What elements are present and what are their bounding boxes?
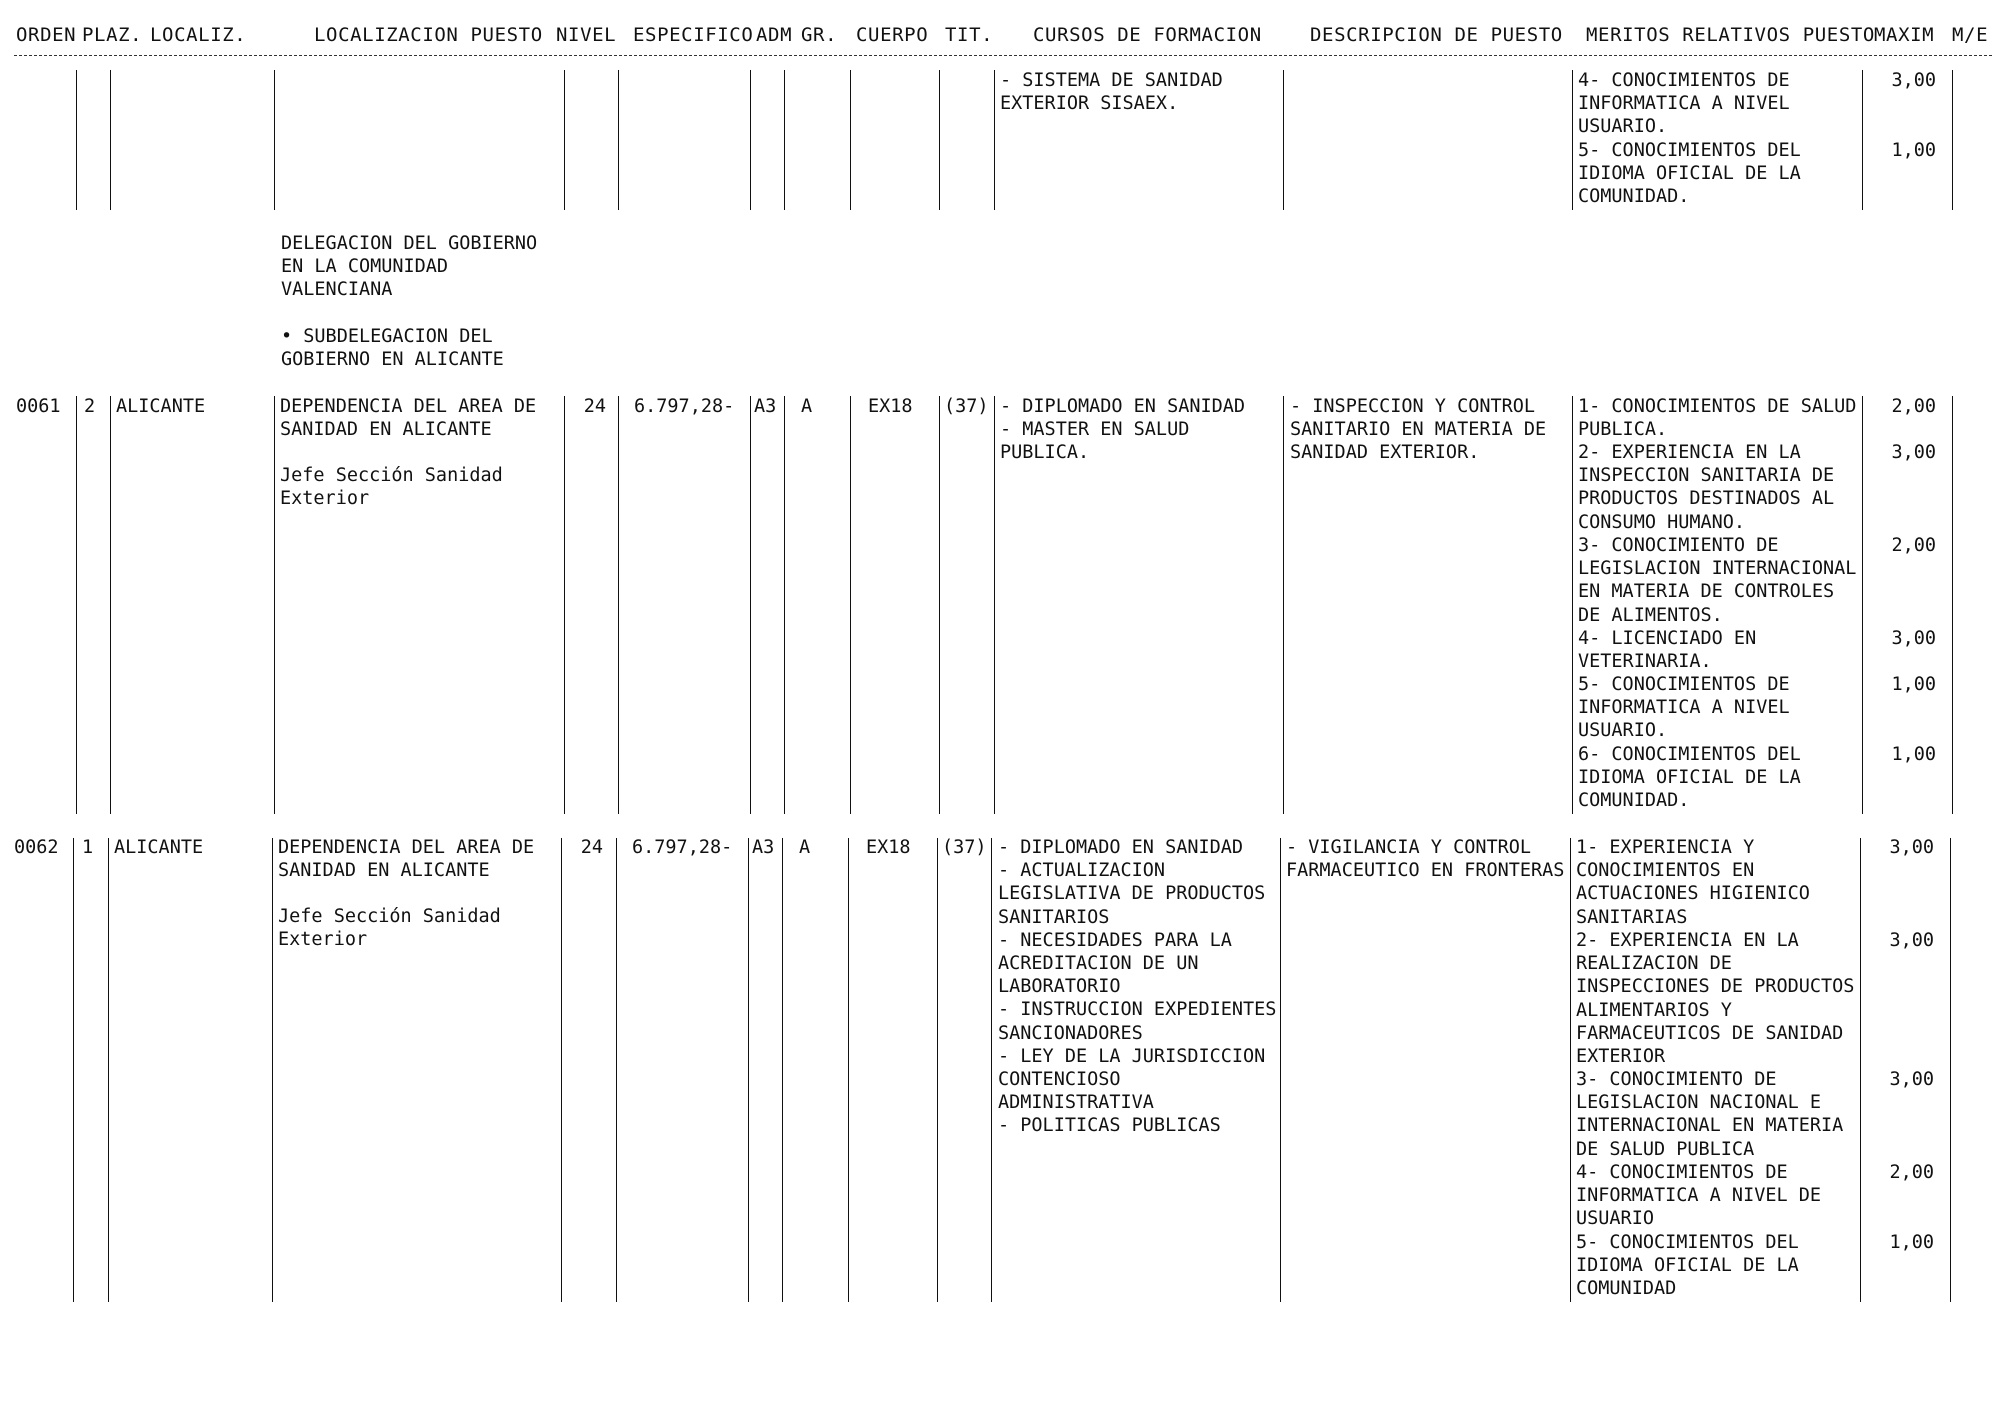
column-rule — [110, 396, 111, 814]
merit-item: 4- CONOCIMIENTOS DE INFORMATICA A NIVEL USUARIO. — [1578, 70, 1790, 138]
column-rule — [73, 838, 74, 1302]
merit-item: 1- EXPERIENCIA Y CONOCIMIENTOS EN ACTUACIONES HIGIENICO SANITARIAS — [1576, 837, 1810, 928]
cuerpo-cell: EX18 — [866, 837, 911, 858]
merit-item: 3- CONOCIMIENTO DE LEGISLACION INTERNACIONAL EN MATERIA DE CONTROLES DE ALIMENTOS. — [1578, 535, 1857, 626]
column-rule — [616, 838, 617, 1302]
header-me: M/E — [1952, 24, 1989, 46]
puesto-cell: Jefe Sección Sanidad Exterior — [278, 906, 501, 951]
column-rule — [108, 838, 109, 1302]
merit-max-value: 3,00 — [1891, 628, 1936, 649]
column-rule — [848, 838, 849, 1302]
header-nivel: NIVEL — [556, 24, 617, 46]
column-rule — [1952, 396, 1953, 814]
orden-cell: 0062 — [14, 837, 59, 858]
cursos-cell: - DIPLOMADO EN SANIDAD - MASTER EN SALUD PUBLICA. — [1000, 396, 1246, 464]
merit-item: 2- EXPERIENCIA EN LA INSPECCION SANITARIA DE PRODUCTOS DESTINADOS AL CONSUMO HUMANO. — [1578, 442, 1835, 533]
merit-item: 3- CONOCIMIENTO DE LEGISLACION NACIONAL E INTERNACIONAL EN MATERIA DE SALUD PUBLICA — [1576, 1069, 1844, 1160]
header-meritos: MERITOS RELATIVOS PUESTO — [1586, 24, 1875, 46]
merit-max-value: 1,00 — [1889, 1232, 1934, 1253]
header-orden: ORDEN — [16, 24, 77, 46]
header-plaz: PLAZ. — [82, 24, 143, 46]
column-rule — [564, 396, 565, 814]
merit-max-value: 1,00 — [1891, 744, 1936, 765]
merit-max-value: 3,00 — [1891, 442, 1936, 463]
nivel-cell: 24 — [580, 837, 603, 858]
unidad-cell: DEPENDENCIA DEL AREA DE SANIDAD EN ALICANTE — [278, 837, 535, 882]
column-rule — [618, 70, 619, 210]
column-rule — [274, 396, 275, 814]
merit-item: 5- CONOCIMIENTOS DEL IDIOMA OFICIAL DE LA COMUNIDAD — [1576, 1232, 1799, 1300]
header-maxim: MAXIM — [1874, 24, 1935, 46]
column-rule — [564, 70, 565, 210]
merit-max-value: 1,00 — [1891, 674, 1936, 695]
merit-max-value: 2,00 — [1889, 1162, 1934, 1183]
column-rule — [939, 396, 940, 814]
header-adm: ADM — [756, 24, 793, 46]
column-rule — [1572, 70, 1573, 210]
especifico-cell: 6.797,28- — [632, 837, 733, 858]
header-cursos: CURSOS DE FORMACION — [1033, 24, 1262, 46]
column-rule — [618, 396, 619, 814]
tit-cell: (37) — [944, 396, 989, 417]
column-rule — [1280, 838, 1281, 1302]
column-rule — [750, 396, 751, 814]
column-rule — [1860, 838, 1861, 1302]
column-rule — [784, 70, 785, 210]
column-rule — [561, 838, 562, 1302]
tit-cell: (37) — [942, 837, 987, 858]
column-rule — [1950, 838, 1951, 1302]
merit-item: 5- CONOCIMIENTOS DEL IDIOMA OFICIAL DE LA COMUNIDAD. — [1578, 140, 1801, 208]
column-rule — [1283, 396, 1284, 814]
column-rule — [991, 838, 992, 1302]
orden-cell: 0061 — [16, 396, 61, 417]
column-rule — [76, 396, 77, 814]
column-rule — [850, 70, 851, 210]
cuerpo-cell: EX18 — [868, 396, 913, 417]
gr-cell: A — [799, 837, 811, 858]
merit-max-value: 3,00 — [1891, 70, 1936, 91]
adm-cell: A3 — [752, 837, 775, 858]
header-localizacion-puesto: LOCALIZACION PUESTO — [314, 24, 543, 46]
column-rule — [994, 396, 995, 814]
merit-max-value: 1,00 — [1891, 140, 1936, 161]
column-rule — [939, 70, 940, 210]
merit-item: 4- LICENCIADO EN VETERINARIA. — [1578, 628, 1757, 673]
plaz-cell: 1 — [82, 837, 94, 858]
merit-max-value: 2,00 — [1891, 396, 1936, 417]
header-divider — [14, 55, 1992, 56]
unidad-cell: DEPENDENCIA DEL AREA DE SANIDAD EN ALICANTE — [280, 396, 537, 441]
merit-item: 5- CONOCIMIENTOS DE INFORMATICA A NIVEL USUARIO. — [1578, 674, 1790, 742]
column-rule — [1862, 70, 1863, 210]
descripcion-cell: - VIGILANCIA Y CONTROL FARMACEUTICO EN FRONTERAS — [1286, 837, 1565, 882]
nivel-cell: 24 — [583, 396, 606, 417]
column-rule — [274, 70, 275, 210]
subdelegacion-title: • SUBDELEGACION DEL GOBIERNO EN ALICANTE — [281, 326, 504, 371]
header-cuerpo: CUERPO — [856, 24, 929, 46]
puesto-cell: Jefe Sección Sanidad Exterior — [280, 465, 503, 510]
cursos-cell: - DIPLOMADO EN SANIDAD - ACTUALIZACION LEGISLATIVA DE PRODUCTOS SANITARIOS - NECESIDADES PARA LA ACREDITACION DE UN LABORATORIO - INSTRUCCION EXPEDIENTES SANCIONADORES - LEY DE LA JURISDICCION CONTENCIOSO ADMINISTRATIVA - POLITICAS PUBLICAS — [998, 837, 1277, 1137]
cursos-cell: - SISTEMA DE SANIDAD EXTERIOR SISAEX. — [1000, 70, 1223, 115]
header-especifico: ESPECIFICO — [633, 24, 754, 46]
merit-item: 1- CONOCIMIENTOS DE SALUD PUBLICA. — [1578, 396, 1857, 441]
plaz-cell: 2 — [84, 396, 96, 417]
column-rule — [748, 838, 749, 1302]
merit-max-value: 3,00 — [1889, 1069, 1934, 1090]
column-rule — [994, 70, 995, 210]
descripcion-cell: - INSPECCION Y CONTROL SANITARIO EN MATERIA DE SANIDAD EXTERIOR. — [1290, 396, 1547, 464]
column-rule — [1570, 838, 1571, 1302]
column-rule — [937, 838, 938, 1302]
column-rule — [76, 70, 77, 210]
merit-max-value: 2,00 — [1891, 535, 1936, 556]
gr-cell: A — [801, 396, 813, 417]
merit-max-value: 3,00 — [1889, 837, 1934, 858]
localiz-cell: ALICANTE — [114, 837, 204, 858]
localiz-cell: ALICANTE — [116, 396, 206, 417]
especifico-cell: 6.797,28- — [634, 396, 735, 417]
header-localiz: LOCALIZ. — [150, 24, 247, 46]
column-rule — [1283, 70, 1284, 210]
delegacion-title: DELEGACION DEL GOBIERNO EN LA COMUNIDAD VALENCIANA — [281, 233, 538, 301]
header-gr: GR. — [801, 24, 838, 46]
column-rule — [1952, 70, 1953, 210]
merit-item: 4- CONOCIMIENTOS DE INFORMATICA A NIVEL DE USUARIO — [1576, 1162, 1822, 1230]
adm-cell: A3 — [754, 396, 777, 417]
header-tit: TIT. — [945, 24, 994, 46]
column-rule — [110, 70, 111, 210]
merit-item: 2- EXPERIENCIA EN LA REALIZACION DE INSPECCIONES DE PRODUCTOS ALIMENTARIOS Y FARMACEUTICOS DE SANIDAD EXTERIOR — [1576, 930, 1855, 1068]
column-rule — [272, 838, 273, 1302]
merit-item: 6- CONOCIMIENTOS DEL IDIOMA OFICIAL DE LA COMUNIDAD. — [1578, 744, 1801, 812]
column-rule — [784, 396, 785, 814]
column-rule — [1862, 396, 1863, 814]
merit-max-value: 3,00 — [1889, 930, 1934, 951]
header-descripcion: DESCRIPCION DE PUESTO — [1310, 24, 1563, 46]
column-rule — [782, 838, 783, 1302]
column-rule — [750, 70, 751, 210]
column-rule — [1572, 396, 1573, 814]
column-rule — [850, 396, 851, 814]
